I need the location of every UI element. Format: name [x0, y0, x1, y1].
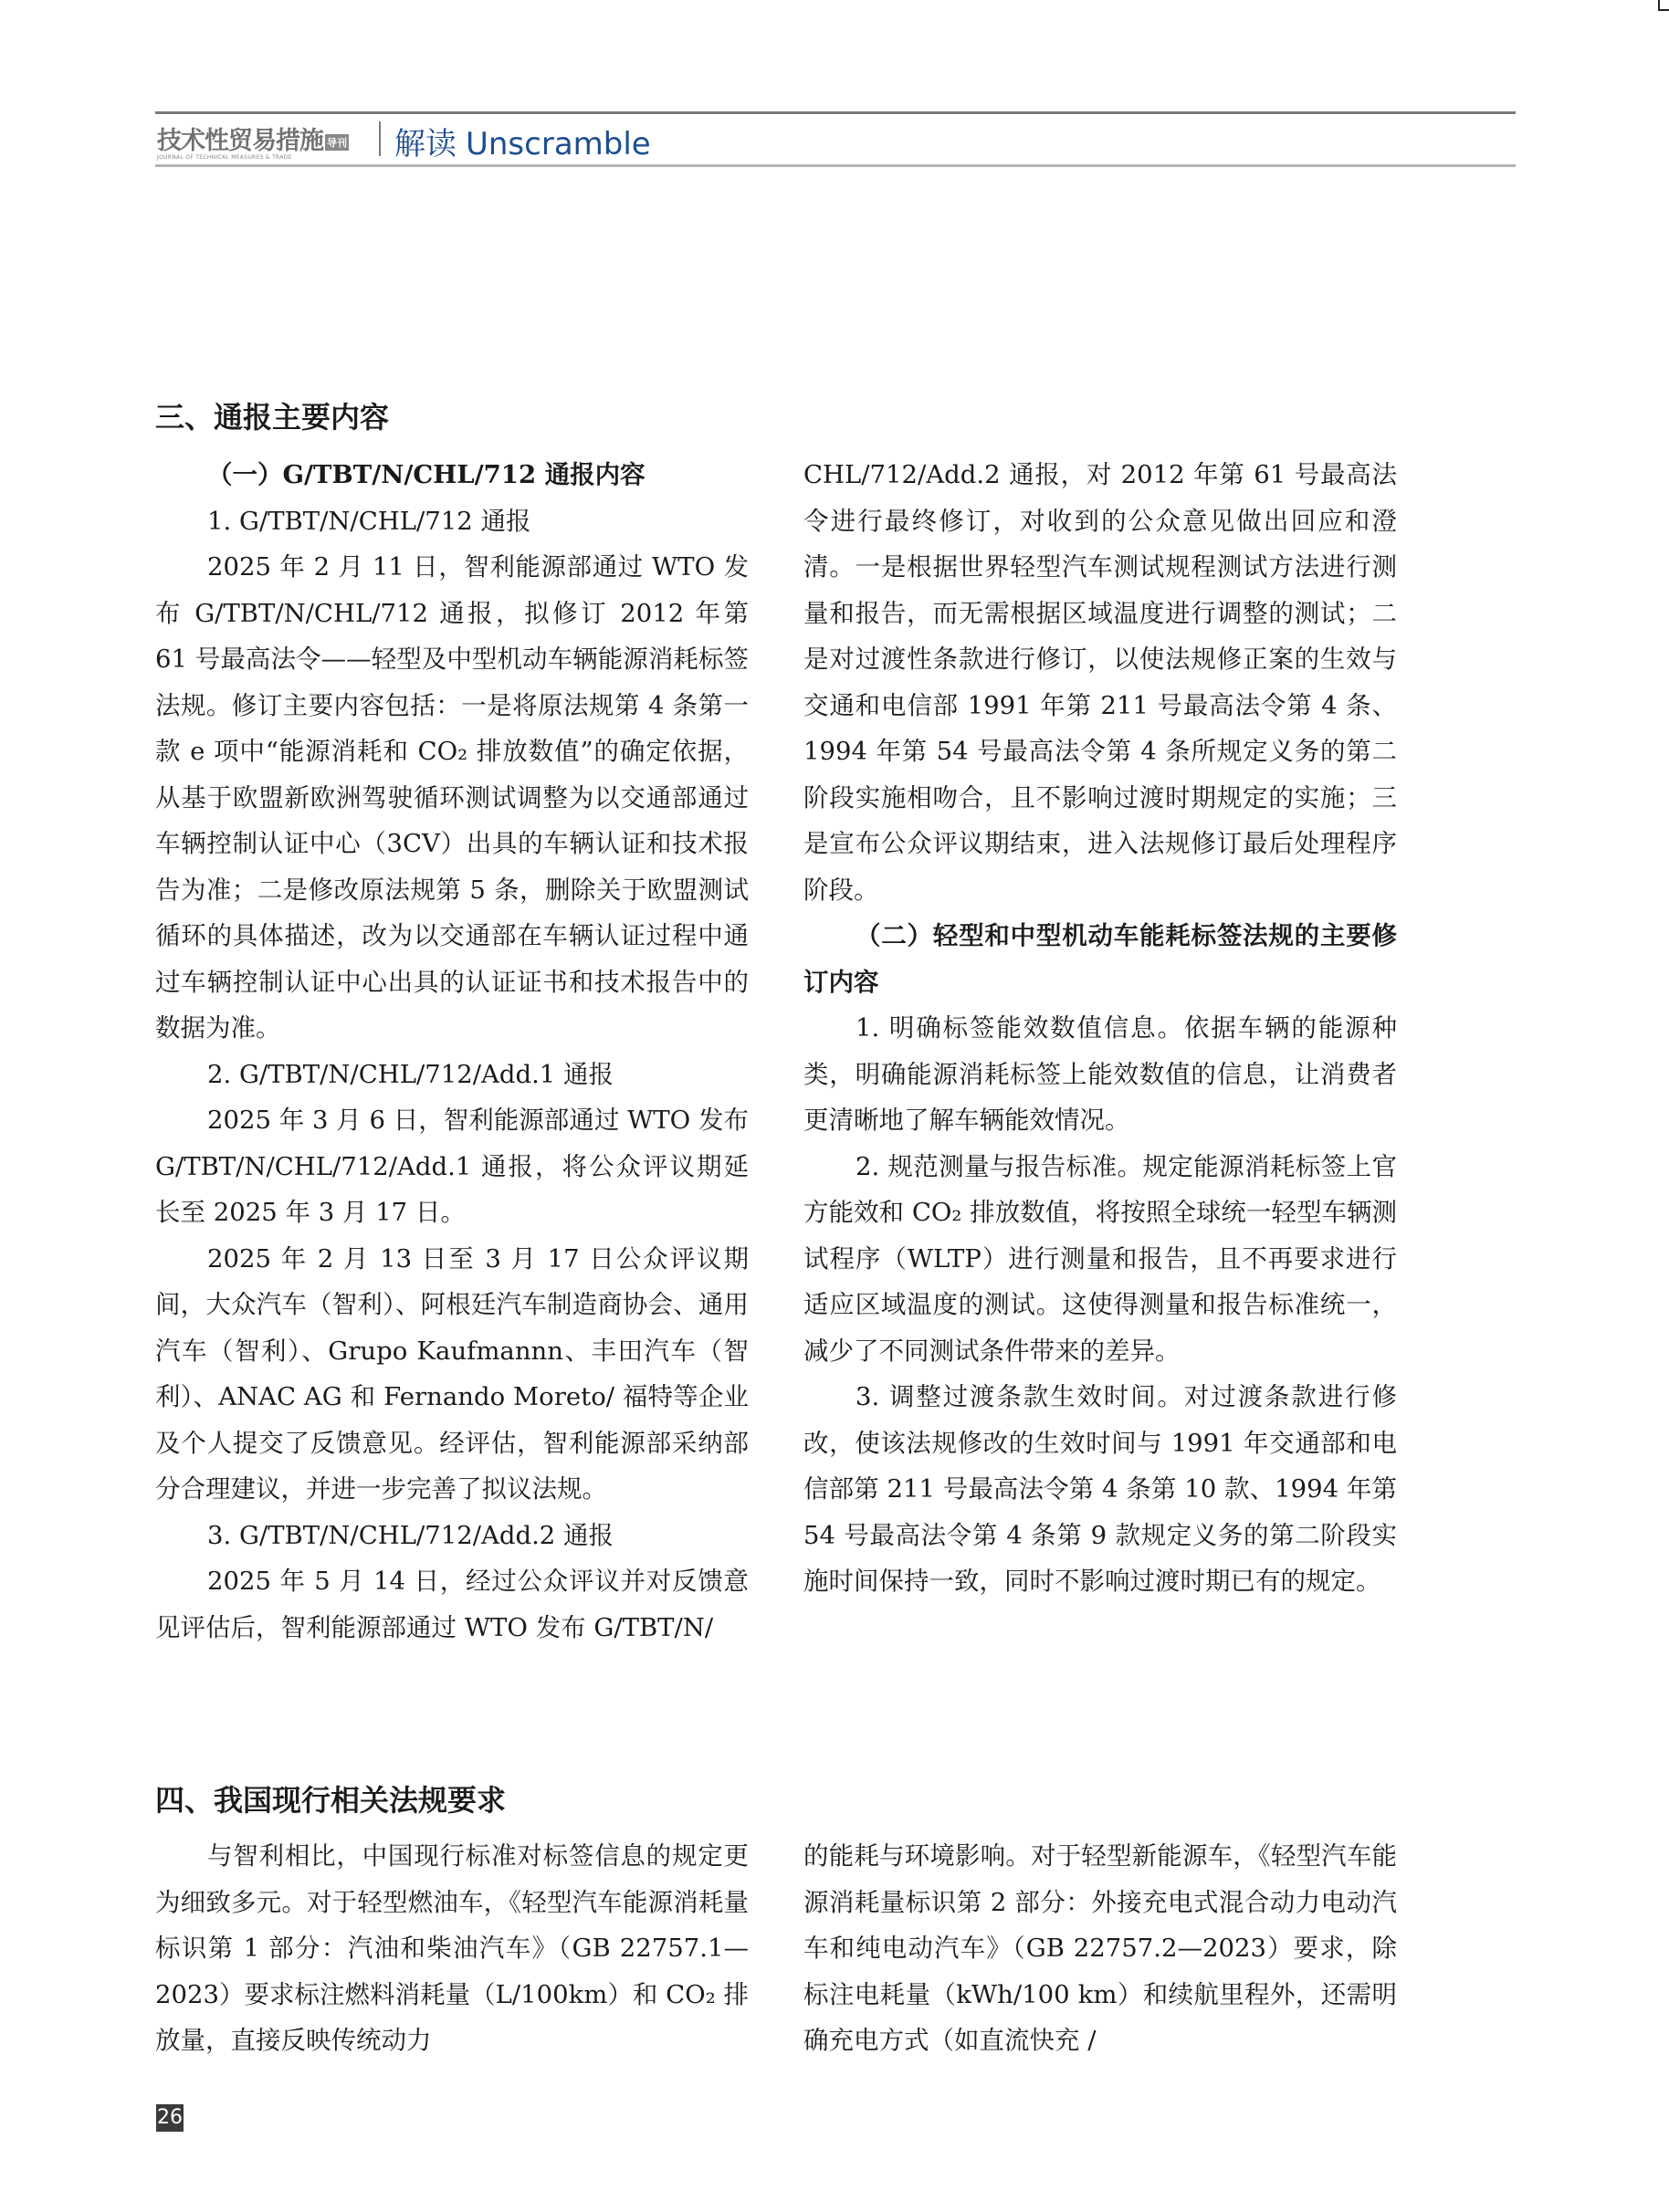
- header-bottom-rule: [155, 164, 1516, 167]
- subheading: （二）轻型和中型机动车能耗标签法规的主要修订内容: [803, 921, 1397, 997]
- paragraph: 2025 年 3 月 6 日，智利能源部通过 WTO 发布 G/TBT/N/CHL/712/Add.1 通报，将公众评议期延长至 2025 年 3 月 17 日。: [155, 1106, 749, 1227]
- header-top-rule: [155, 111, 1516, 114]
- paragraph: 1. 明确标签能效数值信息。依据车辆的能源种类，明确能源消耗标签上能效数值的信息，让消费者更清晰地了解车辆能效情况。: [803, 1013, 1397, 1135]
- page-header: [155, 111, 1516, 168]
- section-3-left-column: [155, 452, 749, 1651]
- paragraph: 2025 年 2 月 11 日，智利能源部通过 WTO 发布 G/TBT/N/CHL/712 通报，拟修订 2012 年第 61 号最高法令——轻型及中型机动车辆能源消耗标签法规。修订主要内容包括：一是将原法规第 4 条第一款 e 项中“能源消耗和 CO₂ 排放数值”的确定依据，从基于欧盟新欧洲驾驶循环测试调整为以交通部通过车辆控制认证中心（3CV）出具的车辆认证和技术报告为准；二是修改原法规第 5 条，删除关于欧盟测试循环的具体描述，改为以交通部在车辆认证过程中通过车辆控制认证中心出具的认证证书和技术报告中的数据为准。: [155, 552, 749, 1043]
- page-number: 26: [156, 2104, 184, 2132]
- section-label: [394, 119, 651, 163]
- journal-tag: 导刊: [325, 134, 349, 151]
- header-divider: [379, 121, 381, 156]
- paragraph: 2. G/TBT/N/CHL/712/Add.1 通报: [207, 1059, 614, 1089]
- section-4-right-column: [803, 1833, 1397, 2064]
- subheading: （一）G/TBT/N/CHL/712 通报内容: [207, 460, 646, 489]
- section-3-right-column: [803, 452, 1397, 1605]
- paragraph: 2025 年 5 月 14 日，经过公众评议并对反馈意见评估后，智利能源部通过 WTO 发布 G/TBT/N/: [155, 1567, 749, 1642]
- paragraph: 2025 年 2 月 13 日至 3 月 17 日公众评议期间，大众汽车（智利）、阿根廷汽车制造商协会、通用汽车（智利）、Grupo Kaufmannn、丰田汽车（智利）、ANAC AG 和 Fernando Moreto/ 福特等企业及个人提交了反馈意见。经评估，智利能源部采纳部分合理建议，并进一步完善了拟议法规。: [155, 1243, 749, 1504]
- paragraph: 与智利相比，中国现行标准对标签信息的规定更为细致多元。对于轻型燃油车，《轻型汽车能源消耗量标识第 1 部分：汽油和柴油汽车》（GB 22757.1—2023）要求标注燃料消耗量（L/100km）和 CO₂ 排放量，直接反映传统动力: [155, 1841, 749, 2055]
- paragraph: 3. G/TBT/N/CHL/712/Add.2 通报: [207, 1520, 614, 1550]
- journal-name: 技术性贸易措施: [157, 127, 323, 155]
- section-label-en: Unscramble: [466, 126, 651, 162]
- paragraph: 3. 调整过渡条款生效时间。对过渡条款进行修改，使该法规修改的生效时间与 1991 年交通部和电信部第 211 号最高法令第 4 条第 10 款、1994 年第 54 号最高法令第 4 条第 9 款规定义务的第二阶段实施时间保持一致，同时不影响过渡时期已有的规定。: [803, 1382, 1397, 1596]
- paragraph: CHL/712/Add.2 通报，对 2012 年第 61 号最高法令进行最终修订，对收到的公众意见做出回应和澄清。一是根据世界轻型汽车测试规程测试方法进行测量和报告，而无需根据区域温度进行调整的测试；二是对过渡性条款进行修订，以使法规修正案的生效与交通和电信部 1991 年第 211 号最高法令第 4 条、1994 年第 54 号最高法令第 4 条所规定义务的第二阶段实施相吻合，且不影响过渡时期规定的实施；三是宣布公众评议期结束，进入法规修订最后处理程序阶段。: [803, 460, 1397, 905]
- paragraph: 1. G/TBT/N/CHL/712 通报: [207, 506, 531, 536]
- paragraph: 的能耗与环境影响。对于轻型新能源车，《轻型汽车能源消耗量标识第 2 部分：外接充电式混合动力电动汽车和纯电动汽车》（GB 22757.2—2023）要求，除标注电耗量（kWh/100 km）和续航里程外，还需明确充电方式（如直流快充 /: [803, 1841, 1397, 2055]
- corner-crop-mark: [1658, 0, 1669, 11]
- section-3-heading: 三、通报主要内容: [155, 400, 390, 435]
- section-4-left-column: [155, 1833, 749, 2064]
- paragraph: 2. 规范测量与报告标准。规定能源消耗标签上官方能效和 CO₂ 排放数值，将按照全球统一轻型车辆测试程序（WLTP）进行测量和报告，且不再要求进行适应区域温度的测试。这使得测量和报告标准统一，减少了不同测试条件带来的差异。: [803, 1151, 1397, 1366]
- journal-english-name: JOURNAL OF TECHNICAL MEASURES & TRADE: [157, 154, 292, 161]
- journal-logo: [157, 121, 349, 161]
- section-4-heading: 四、我国现行相关法规要求: [155, 1783, 507, 1818]
- section-label-cn: 解读: [394, 126, 457, 162]
